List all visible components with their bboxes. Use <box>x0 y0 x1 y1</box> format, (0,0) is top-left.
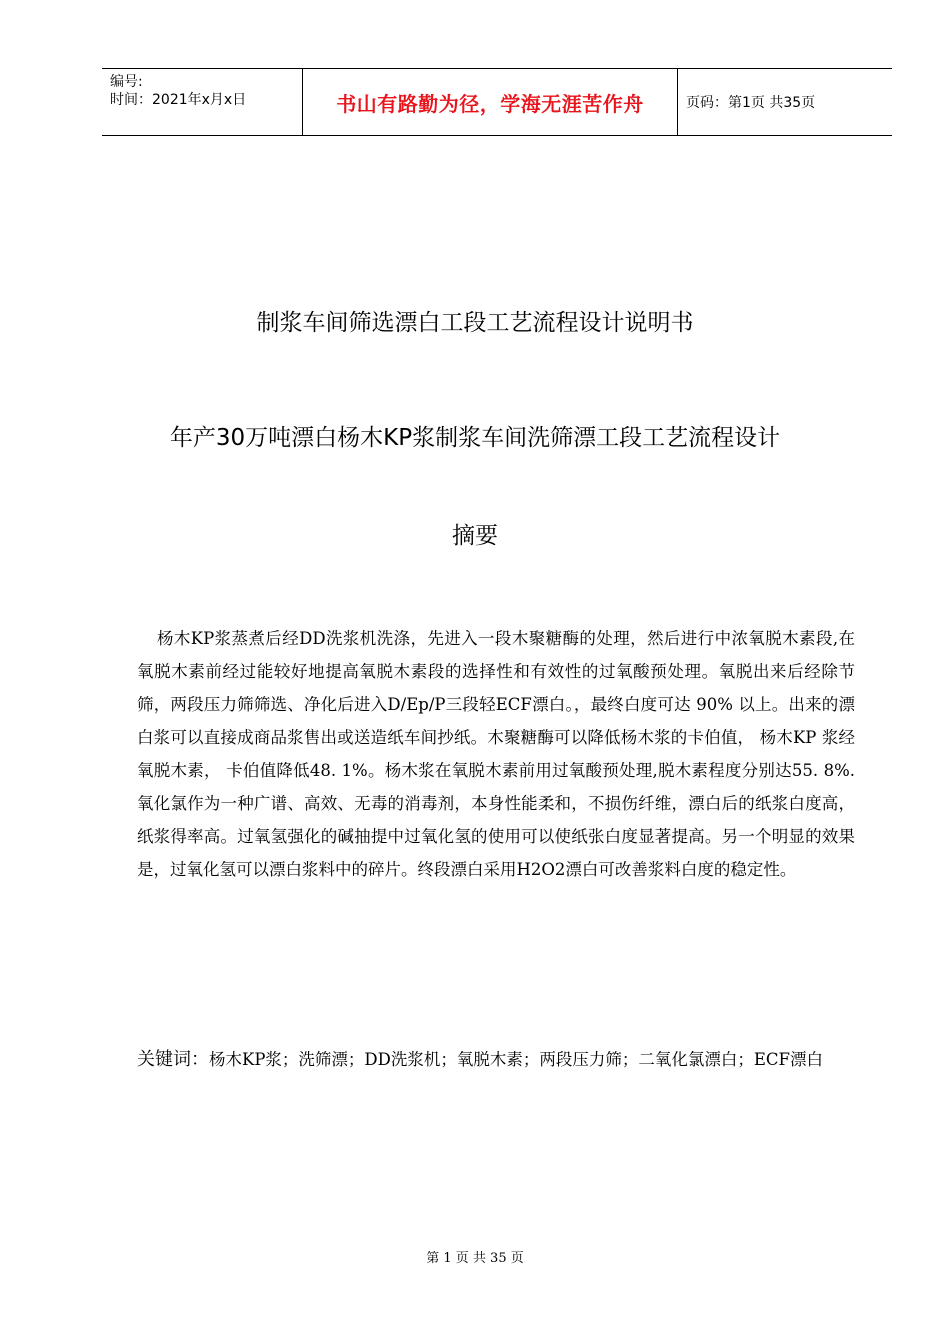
header-motto-cell <box>303 69 678 135</box>
main-title: 制浆车间筛选漂白工段工艺流程设计说明书 <box>256 310 694 336</box>
page-header <box>102 68 892 136</box>
time-label: 时间：2021年x月x日 <box>110 92 247 108</box>
abstract-heading: 摘要 <box>452 523 498 549</box>
number-label: 编号: <box>110 74 143 90</box>
header-left-cell <box>102 69 303 135</box>
keywords-text: 杨木KP浆；洗筛漂；DD洗浆机；氧脱木素；两段压力筛；二氧化氯漂白；ECF漂白 <box>209 1050 824 1069</box>
header-page-info: 页码：第1页 共35页 <box>686 95 816 111</box>
header-page-cell <box>678 69 892 135</box>
sub-title: 年产30万吨漂白杨木KP浆制浆车间洗筛漂工段工艺流程设计 <box>169 425 781 451</box>
keywords-label: 关键词： <box>137 1049 209 1070</box>
page-footer: 第 1 页 共 35 页 <box>426 1251 524 1266</box>
motto-text: 书山有路勤为径，学海无涯苦作舟 <box>336 91 644 116</box>
abstract-paragraph: 杨木KP浆蒸煮后经DD洗浆机洗涤，先进入一段木聚糖酶的处理，然后进行中浓氧脱木素段,在氧脱木素前经过能较好地提高氧脱木素段的选择性和有效性的过氧酸预处理。氧脱出来后经除节筛，两段压力筛筛选、净化后进入D/Ep/P三段轻ECF漂白。，最终白度可达 90% 以上。出来的漂白浆可以直接成商品浆售出或送造纸车间抄纸。木聚糖酶可以降低杨木浆的卡伯值， 杨木KP 浆经氧脱木素， 卡伯值降低48. 1%。杨木浆在氧脱木素前用过氧酸预处理,脱木素程度分别达55. 8%.氧化氯作为一种广谱、高效、无毒的消毒剂，本身性能柔和，不损伤纤维，漂白后的纸浆白度高，纸浆得率高。过氧氢强化的碱抽提中过氧化氢的使用可以使纸张白度显著提高。另一个明显的效果是，过氧化氢可以漂白浆料中的碎片。终段漂白采用H2O2漂白可改善浆料白度的稳定性。 <box>137 629 855 879</box>
keywords-line <box>137 1043 855 1076</box>
